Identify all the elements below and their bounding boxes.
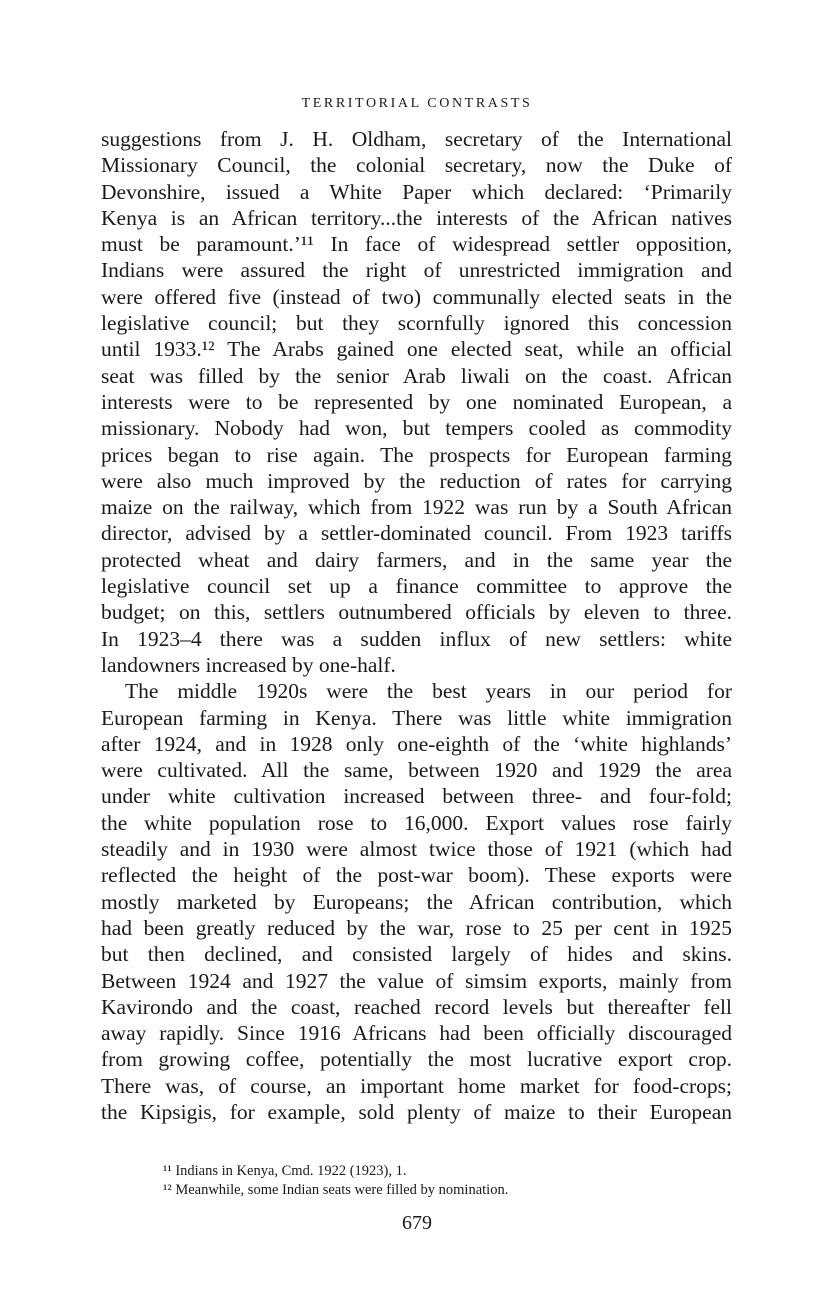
text-line: There was, of course, an important home market for food-crops; bbox=[101, 1073, 732, 1098]
footnotes bbox=[163, 1162, 733, 1200]
text-line: Missionary Council, the colonial secretary, now the Duke of bbox=[101, 153, 732, 178]
page-number: 679 bbox=[402, 1212, 432, 1234]
text-line: Between 1924 and 1927 the value of simsim exports, mainly from bbox=[101, 968, 732, 993]
text-line: the Kipsigis, for example, sold plenty of maize to their European bbox=[101, 1099, 732, 1124]
text-line: mostly marketed by Europeans; the African contribution, which bbox=[101, 889, 732, 914]
body-text bbox=[101, 126, 732, 1125]
text-line: European farming in Kenya. There was little white immigration bbox=[101, 705, 732, 730]
text-line: Indians were assured the right of unrestricted immigration and bbox=[101, 258, 732, 283]
text-line: after 1924, and in 1928 only one-eighth of the ‘white highlands’ bbox=[101, 731, 732, 756]
text-line: director, advised by a settler-dominated council. From 1923 tariffs bbox=[101, 521, 732, 546]
text-line: were cultivated. All the same, between 1920 and 1929 the area bbox=[101, 758, 732, 783]
text-line: interests were to be represented by one nominated European, a bbox=[101, 389, 732, 414]
text-line: protected wheat and dairy farmers, and in the same year the bbox=[101, 547, 732, 572]
text-line: Kenya is an African territory...the interests of the African natives bbox=[101, 205, 732, 230]
text-line: were also much improved by the reduction of rates for carrying bbox=[101, 468, 732, 493]
text-line: under white cultivation increased between three- and four-fold; bbox=[101, 784, 732, 809]
text-line: legislative council; but they scornfully ignored this concession bbox=[101, 311, 732, 336]
text-line: missionary. Nobody had won, but tempers cooled as commodity bbox=[101, 416, 732, 441]
text-line: Devonshire, issued a White Paper which declared: ‘Primarily bbox=[101, 179, 732, 204]
text-line: from growing coffee, potentially the most lucrative export crop. bbox=[101, 1047, 732, 1072]
text-line: but then declined, and consisted largely of hides and skins. bbox=[101, 942, 732, 967]
paragraph-end-line: landowners increased by one-half. bbox=[101, 652, 396, 677]
text-line: budget; on this, settlers outnumbered officials by eleven to three. bbox=[101, 600, 732, 625]
text-line: reflected the height of the post-war boom). These exports were bbox=[101, 863, 732, 888]
footnote: ¹¹ Indians in Kenya, Cmd. 1922 (1923), 1. bbox=[163, 1163, 407, 1179]
text-line: prices began to rise again. The prospects for European farming bbox=[101, 442, 732, 467]
text-line: legislative council set up a finance committee to approve the bbox=[101, 574, 732, 599]
text-line: were offered five (instead of two) communally elected seats in the bbox=[101, 284, 732, 309]
text-line: seat was filled by the senior Arab liwali on the coast. African bbox=[101, 363, 732, 388]
running-head: TERRITORIAL CONTRASTS bbox=[301, 96, 533, 111]
footnote: ¹² Meanwhile, some Indian seats were filled by nomination. bbox=[163, 1182, 509, 1198]
text-line: must be paramount.’¹¹ In face of widespread settler opposition, bbox=[101, 232, 732, 257]
text-line: the white population rose to 16,000. Export values rose fairly bbox=[101, 810, 732, 835]
text-line: In 1923–4 there was a sudden influx of new settlers: white bbox=[101, 626, 732, 651]
text-line: maize on the railway, which from 1922 was run by a South African bbox=[101, 495, 732, 520]
text-line: suggestions from J. H. Oldham, secretary of the International bbox=[101, 127, 732, 151]
text-line: had been greatly reduced by the war, rose to 25 per cent in 1925 bbox=[101, 915, 732, 940]
text-line: steadily and in 1930 were almost twice those of 1921 (which had bbox=[101, 837, 732, 862]
text-line: away rapidly. Since 1916 Africans had been officially discouraged bbox=[101, 1021, 732, 1046]
text-line: until 1933.¹² The Arabs gained one elected seat, while an official bbox=[101, 337, 732, 362]
paragraph-start-line: The middle 1920s were the best years in our period for bbox=[125, 679, 732, 704]
text-line: Kavirondo and the coast, reached record levels but thereafter fell bbox=[101, 994, 732, 1019]
